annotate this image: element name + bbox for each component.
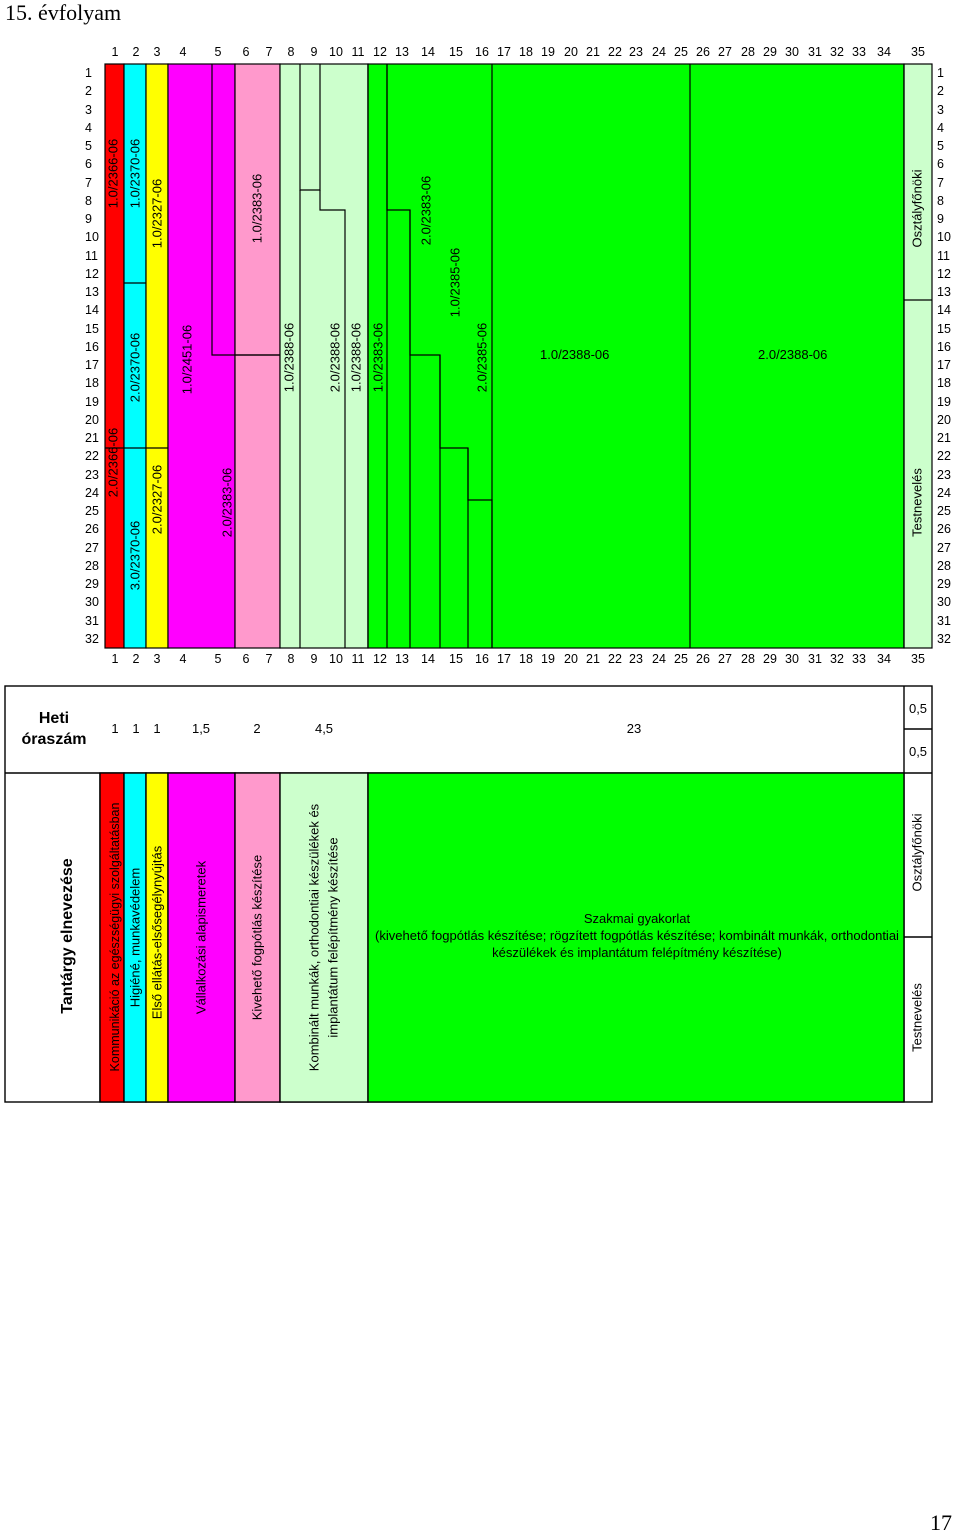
code-c6: 1.0/2388-06 [281, 322, 297, 393]
row-left-27: 27 [85, 540, 99, 555]
code-c5-top: 1.0/2383-06 [249, 173, 265, 244]
page-title: 15. évfolyam [5, 0, 122, 25]
row-left-14: 14 [85, 303, 99, 318]
row-right-28: 28 [937, 558, 951, 573]
subject-szakmai [372, 910, 902, 961]
row-left-32: 32 [85, 631, 99, 646]
week-top-2: 2 [132, 45, 140, 59]
row-left-11: 11 [85, 248, 98, 263]
hours-2: 1 [132, 721, 140, 736]
hours-label: Heti óraszám [21, 710, 87, 748]
row-left-31: 31 [85, 613, 99, 628]
week-top-23: 23 [629, 45, 643, 59]
week-bottom-13: 13 [395, 652, 409, 666]
week-bottom-15: 15 [449, 652, 463, 666]
subject-testneveles: Testnevelés [909, 983, 925, 1052]
week-bottom-21: 21 [586, 652, 600, 666]
row-left-30: 30 [85, 595, 99, 610]
row-right-1: 1 [937, 66, 944, 80]
week-bottom-23: 23 [629, 652, 643, 666]
subject-header: Tantárgy elnevezése [59, 858, 76, 1014]
row-left-22: 22 [85, 449, 99, 464]
row-left-26: 26 [85, 522, 99, 537]
week-top-12: 12 [373, 45, 387, 59]
week-bottom-30: 30 [785, 652, 799, 666]
row-right-20: 20 [937, 412, 951, 427]
row-left-1: 1 [85, 66, 92, 80]
code-c5-bottom: 2.0/2383-06 [219, 467, 235, 538]
row-left-21: 21 [85, 431, 99, 445]
code-c2-mid: 2.0/2370-06 [127, 332, 143, 403]
week-bottom-32: 32 [830, 652, 844, 666]
week-top-25: 25 [674, 45, 688, 59]
subject-vallalkozasi: Vállalkozási alapismeretek [193, 860, 209, 1015]
row-right-9: 9 [937, 212, 944, 226]
week-top-33: 33 [852, 45, 866, 59]
week-bottom-34: 34 [877, 652, 891, 666]
label-osztaly-top: Osztályfőnöki [909, 169, 925, 248]
week-bottom-31: 31 [808, 652, 822, 666]
week-bottom-20: 20 [564, 652, 578, 666]
row-right-11: 11 [937, 248, 950, 263]
row-right-8: 8 [937, 193, 944, 208]
week-top-5: 5 [214, 45, 222, 59]
row-left-3: 3 [85, 102, 92, 117]
row-left-9: 9 [85, 212, 92, 226]
subject-kombinalt-line1: Kombinált munkák, orthodontiai készülékek és [306, 803, 322, 1072]
week-top-19: 19 [541, 45, 555, 59]
row-right-17: 17 [937, 358, 951, 372]
week-bottom-35: 35 [911, 652, 925, 666]
row-right-19: 19 [937, 394, 951, 409]
subject-kiveheto: Kivehető fogpótlás készítése [249, 854, 265, 1021]
row-left-17: 17 [85, 358, 99, 372]
code-c3-bottom: 2.0/2327-06 [149, 464, 165, 535]
week-top-30: 30 [785, 45, 799, 59]
week-top-6: 6 [242, 45, 250, 59]
week-top-10: 10 [329, 45, 343, 59]
code-c8: 1.0/2388-06 [348, 322, 364, 393]
row-left-25: 25 [85, 504, 99, 518]
code-c11: 1.0/2385-06 [447, 247, 463, 318]
row-left-6: 6 [85, 157, 92, 172]
week-bottom-5: 5 [214, 652, 222, 666]
week-top-18: 18 [519, 45, 533, 59]
code-c10: 2.0/2383-06 [418, 175, 434, 246]
code-c7: 2.0/2388-06 [327, 322, 343, 393]
week-top-16: 16 [475, 45, 489, 59]
week-top-9: 9 [310, 45, 318, 59]
week-bottom-14: 14 [421, 652, 435, 666]
row-left-4: 4 [85, 120, 92, 135]
subject-kombinalt-line2: implantátum felépítmény készítése [325, 837, 341, 1038]
row-right-31: 31 [937, 613, 951, 628]
hours-1: 1 [111, 721, 119, 736]
code-c1-top: 1.0/2366-06 [105, 138, 121, 209]
row-right-24: 24 [937, 485, 951, 500]
row-right-18: 18 [937, 376, 951, 391]
week-bottom-26: 26 [696, 652, 710, 666]
week-bottom-29: 29 [763, 652, 777, 666]
week-top-8: 8 [287, 45, 295, 59]
row-right-25: 25 [937, 504, 951, 518]
week-bottom-9: 9 [310, 652, 318, 666]
week-bottom-25: 25 [674, 652, 688, 666]
hours-7: 23 [626, 721, 642, 736]
week-bottom-22: 22 [608, 652, 622, 666]
row-right-12: 12 [937, 266, 951, 281]
subject-szakmai-title: Szakmai gyakorlat [583, 911, 691, 926]
week-top-1: 1 [111, 45, 119, 59]
subject-szakmai-desc: (kivehető fogpótlás készítése; rögzített fogpótlás készítése; kombinált munkák, orthodontiai készülékek és implantátum felépítmény készítése) [375, 928, 899, 960]
row-right-30: 30 [937, 595, 951, 610]
hours-4: 1,5 [191, 721, 211, 736]
code-green-left: 1.0/2388-06 [540, 347, 610, 362]
week-top-22: 22 [608, 45, 622, 59]
code-green-right: 2.0/2388-06 [758, 347, 828, 362]
row-right-16: 16 [937, 339, 951, 354]
week-bottom-10: 10 [329, 652, 343, 666]
hours-3: 1 [153, 721, 161, 736]
week-bottom-18: 18 [519, 652, 533, 666]
week-bottom-2: 2 [132, 652, 140, 666]
row-left-23: 23 [85, 467, 99, 482]
row-right-32: 32 [937, 631, 951, 646]
row-right-14: 14 [937, 303, 951, 318]
row-left-24: 24 [85, 485, 99, 500]
code-c9: 1.0/2383-06 [370, 322, 386, 393]
row-right-13: 13 [937, 285, 951, 299]
week-bottom-4: 4 [179, 652, 187, 666]
week-top-26: 26 [696, 45, 710, 59]
row-right-4: 4 [937, 120, 944, 135]
row-left-15: 15 [85, 321, 99, 336]
label-testneveles-top: Testnevelés [909, 468, 925, 537]
week-top-32: 32 [830, 45, 844, 59]
row-left-12: 12 [85, 266, 99, 281]
page-number: 17 [930, 1510, 952, 1535]
row-right-5: 5 [937, 139, 944, 153]
code-c1-bottom: 2.0/2366-06 [105, 427, 121, 498]
row-left-8: 8 [85, 193, 92, 208]
row-left-5: 5 [85, 139, 92, 153]
week-top-29: 29 [763, 45, 777, 59]
week-bottom-28: 28 [741, 652, 755, 666]
week-top-31: 31 [808, 45, 822, 59]
week-bottom-11: 11 [351, 652, 365, 666]
row-right-26: 26 [937, 522, 951, 537]
week-bottom-16: 16 [475, 652, 489, 666]
subject-kommunikacio: Kommunikáció az egészségügyi szolgáltatásban [108, 802, 122, 1072]
week-bottom-8: 8 [287, 652, 295, 666]
week-top-4: 4 [179, 45, 187, 59]
code-c2-bottom: 3.0/2370-06 [127, 520, 143, 591]
week-bottom-12: 12 [373, 652, 387, 666]
hours-6: 4,5 [314, 721, 334, 736]
row-right-21: 21 [937, 431, 951, 445]
hours-side-top: 0,5 [908, 701, 928, 716]
row-right-15: 15 [937, 321, 951, 336]
week-bottom-24: 24 [652, 652, 666, 666]
week-top-24: 24 [652, 45, 666, 59]
row-left-18: 18 [85, 376, 99, 391]
subject-elso-ellatas: Első ellátás-elsősegélynyújtás [149, 845, 165, 1020]
row-left-13: 13 [85, 285, 99, 299]
week-top-17: 17 [497, 45, 511, 59]
code-c2-top: 1.0/2370-06 [127, 138, 143, 209]
row-right-29: 29 [937, 577, 951, 591]
week-bottom-17: 17 [497, 652, 511, 666]
row-right-2: 2 [937, 84, 944, 99]
week-bottom-27: 27 [718, 652, 732, 666]
subject-higiene: Higiéné, munkavédelem [127, 867, 143, 1008]
code-c3-top: 1.0/2327-06 [149, 178, 165, 249]
week-top-34: 34 [877, 45, 891, 59]
week-top-15: 15 [449, 45, 463, 59]
row-left-29: 29 [85, 577, 99, 591]
week-bottom-33: 33 [852, 652, 866, 666]
row-left-16: 16 [85, 339, 99, 354]
week-top-21: 21 [586, 45, 600, 59]
week-bottom-1: 1 [111, 652, 119, 666]
week-top-11: 11 [351, 45, 365, 59]
row-left-20: 20 [85, 412, 99, 427]
row-right-3: 3 [937, 102, 944, 117]
week-bottom-3: 3 [153, 652, 161, 666]
row-right-7: 7 [937, 175, 944, 190]
week-bottom-6: 6 [242, 652, 250, 666]
row-right-27: 27 [937, 540, 951, 555]
code-c4: 1.0/2451-06 [179, 324, 195, 395]
hours-side-bottom: 0,5 [908, 744, 928, 759]
code-c12: 2.0/2385-06 [474, 322, 490, 393]
week-top-28: 28 [741, 45, 755, 59]
row-left-28: 28 [85, 558, 99, 573]
week-bottom-7: 7 [265, 652, 273, 666]
week-top-20: 20 [564, 45, 578, 59]
hours-5: 2 [253, 721, 261, 736]
week-top-13: 13 [395, 45, 409, 59]
week-bottom-19: 19 [541, 652, 555, 666]
week-top-7: 7 [265, 45, 273, 59]
week-top-35: 35 [911, 45, 925, 59]
row-left-19: 19 [85, 394, 99, 409]
row-right-23: 23 [937, 467, 951, 482]
row-left-2: 2 [85, 84, 92, 99]
row-left-7: 7 [85, 175, 92, 190]
row-right-10: 10 [937, 230, 951, 245]
week-top-3: 3 [153, 45, 161, 59]
subject-osztaly: Osztályfőnöki [909, 813, 925, 892]
row-right-22: 22 [937, 449, 951, 464]
week-top-14: 14 [421, 45, 435, 59]
row-left-10: 10 [85, 230, 99, 245]
row-right-6: 6 [937, 157, 944, 172]
week-top-27: 27 [718, 45, 732, 59]
